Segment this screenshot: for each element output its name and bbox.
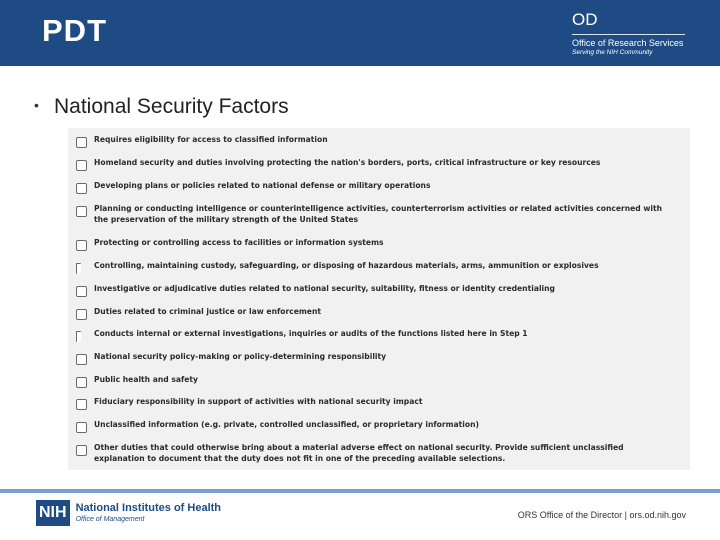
checklist-item-label: Planning or conducting intelligence or counterintelligence activities, counterterrorism activities or related activities concerned with the preservation of the military strength of the United States <box>94 204 663 224</box>
checklist-item <box>76 306 674 320</box>
checklist-item <box>76 157 674 171</box>
checklist-item-label: National security policy-making or policy-determining responsibility <box>94 352 387 361</box>
checkbox[interactable] <box>76 137 87 148</box>
bullet-icon: • <box>34 97 39 113</box>
section-heading-text: National Security Factors <box>54 95 289 118</box>
od-logo-mark: OD <box>572 10 598 29</box>
checklist-item-label: Requires eligibility for access to classified information <box>94 135 328 144</box>
checklist-item-label: Conducts internal or external investigations, inquiries or audits of the functions listed here in Step 1 <box>94 329 528 338</box>
od-logo-org: Office of Research Services <box>572 38 684 48</box>
checklist-item <box>76 237 674 251</box>
checklist-item <box>76 203 674 225</box>
page-title: PDT <box>42 13 107 48</box>
checklist-item <box>76 374 674 388</box>
checkbox[interactable] <box>76 206 87 217</box>
od-logo-rule <box>572 34 685 35</box>
footer-divider <box>0 489 720 493</box>
checklist-item <box>76 396 674 410</box>
checkbox[interactable] <box>76 286 87 297</box>
checklist-item-label: Other duties that could otherwise bring about a material adverse effect on national security. Provide sufficient unclassified explanation to document that the duty does not fit in one of the preceding available selections. <box>94 443 624 463</box>
checklist-item-label: Investigative or adjudicative duties related to national security, suitability, fitness or identity credentialing <box>94 284 555 293</box>
checkbox[interactable] <box>76 422 87 433</box>
checkbox[interactable] <box>76 331 81 342</box>
checklist-item <box>76 442 674 464</box>
checklist-item-label: Duties related to criminal justice or law enforcement <box>94 307 321 316</box>
nih-logo-office: Office of Management <box>75 516 145 523</box>
checkbox[interactable] <box>76 445 87 456</box>
checklist-item-label: Protecting or controlling access to facilities or information systems <box>94 238 384 247</box>
checklist-item-label: Fiduciary responsibility in support of activities with national security impact <box>94 397 423 406</box>
nih-logo-name: National Institutes of Health <box>75 502 222 514</box>
checkbox[interactable] <box>76 240 87 251</box>
checkbox[interactable] <box>76 377 87 388</box>
header-bar <box>0 0 720 66</box>
checklist-item-label: Public health and safety <box>94 375 199 384</box>
checkbox[interactable] <box>76 160 87 171</box>
checklist <box>68 128 690 470</box>
checklist-item-label: Developing plans or policies related to national defense or military operations <box>94 181 431 190</box>
checkbox[interactable] <box>76 183 87 194</box>
od-logo-tagline: Serving the NIH Community <box>572 49 653 56</box>
checklist-item <box>76 260 674 274</box>
footer-credit: ORS Office of the Director | ors.od.nih.gov <box>517 510 686 520</box>
checklist-item <box>76 180 674 194</box>
checkbox[interactable] <box>76 354 87 365</box>
checkbox[interactable] <box>76 309 87 320</box>
checklist-item <box>76 328 674 342</box>
checklist-item-label: Controlling, maintaining custody, safeguarding, or disposing of hazardous materials, arms, ammunition or explosives <box>94 261 599 270</box>
checklist-item <box>76 134 674 148</box>
checklist-item <box>76 351 674 365</box>
checkbox[interactable] <box>76 399 87 410</box>
nih-logo <box>36 500 221 526</box>
checklist-item-label: Unclassified information (e.g. private, controlled unclassified, or proprietary information) <box>94 420 479 429</box>
checklist-item-label: Homeland security and duties involving protecting the nation's borders, ports, critical infrastructure or key resources <box>94 158 601 167</box>
section-heading <box>34 95 289 119</box>
nih-logo-mark: NIH <box>36 500 70 526</box>
checkbox[interactable] <box>76 263 81 274</box>
nih-logo-text <box>76 502 221 524</box>
od-logo <box>572 11 692 57</box>
checklist-item <box>76 419 674 433</box>
checklist-item <box>76 283 674 297</box>
